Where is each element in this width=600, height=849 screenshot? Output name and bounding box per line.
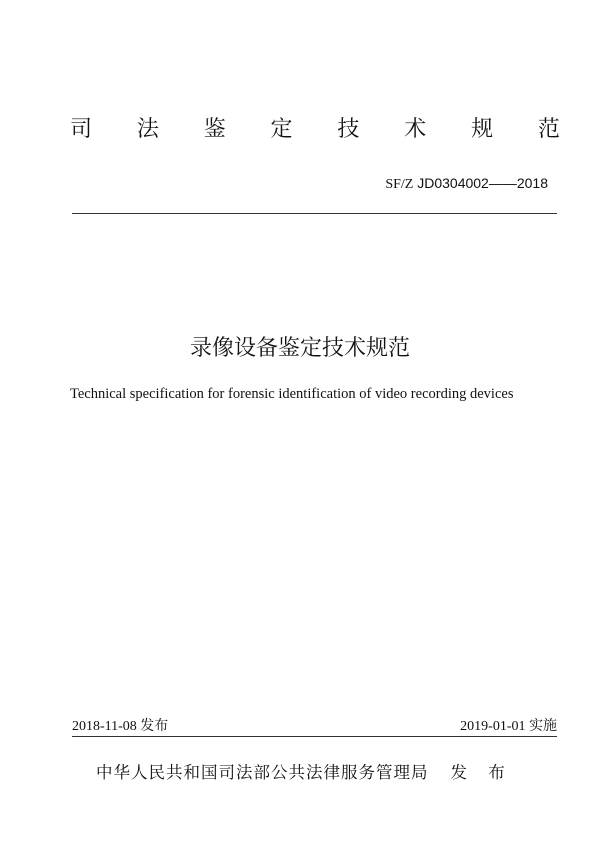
- series-char: 术: [404, 117, 427, 142]
- publisher-name: 中华人民共和国司法部公共法律服务管理局: [96, 763, 429, 782]
- bottom-divider: [72, 736, 557, 737]
- publish-action: 发 布: [450, 763, 513, 782]
- series-char: 定: [270, 117, 293, 142]
- series-char: 规: [471, 117, 494, 142]
- standard-series-heading: [70, 116, 560, 144]
- series-char: 法: [136, 117, 159, 142]
- document-title: 录像设备鉴定技术规范: [189, 336, 410, 361]
- code-number: JD0304002——2018: [417, 175, 548, 191]
- issue-date: 2018-11-08 发布: [72, 719, 169, 734]
- publisher: [96, 762, 513, 784]
- series-char: 范: [537, 117, 560, 142]
- code-prefix: SF/Z: [385, 177, 414, 192]
- document-title-english: Technical specification for forensic identification of video recording devices: [70, 386, 514, 402]
- series-char: 技: [337, 117, 360, 142]
- series-char: 鉴: [203, 117, 226, 142]
- series-char: 司: [70, 117, 93, 142]
- effective-date: 2019-01-01 实施: [460, 719, 557, 734]
- top-divider: [72, 213, 557, 214]
- standard-code: [385, 174, 548, 194]
